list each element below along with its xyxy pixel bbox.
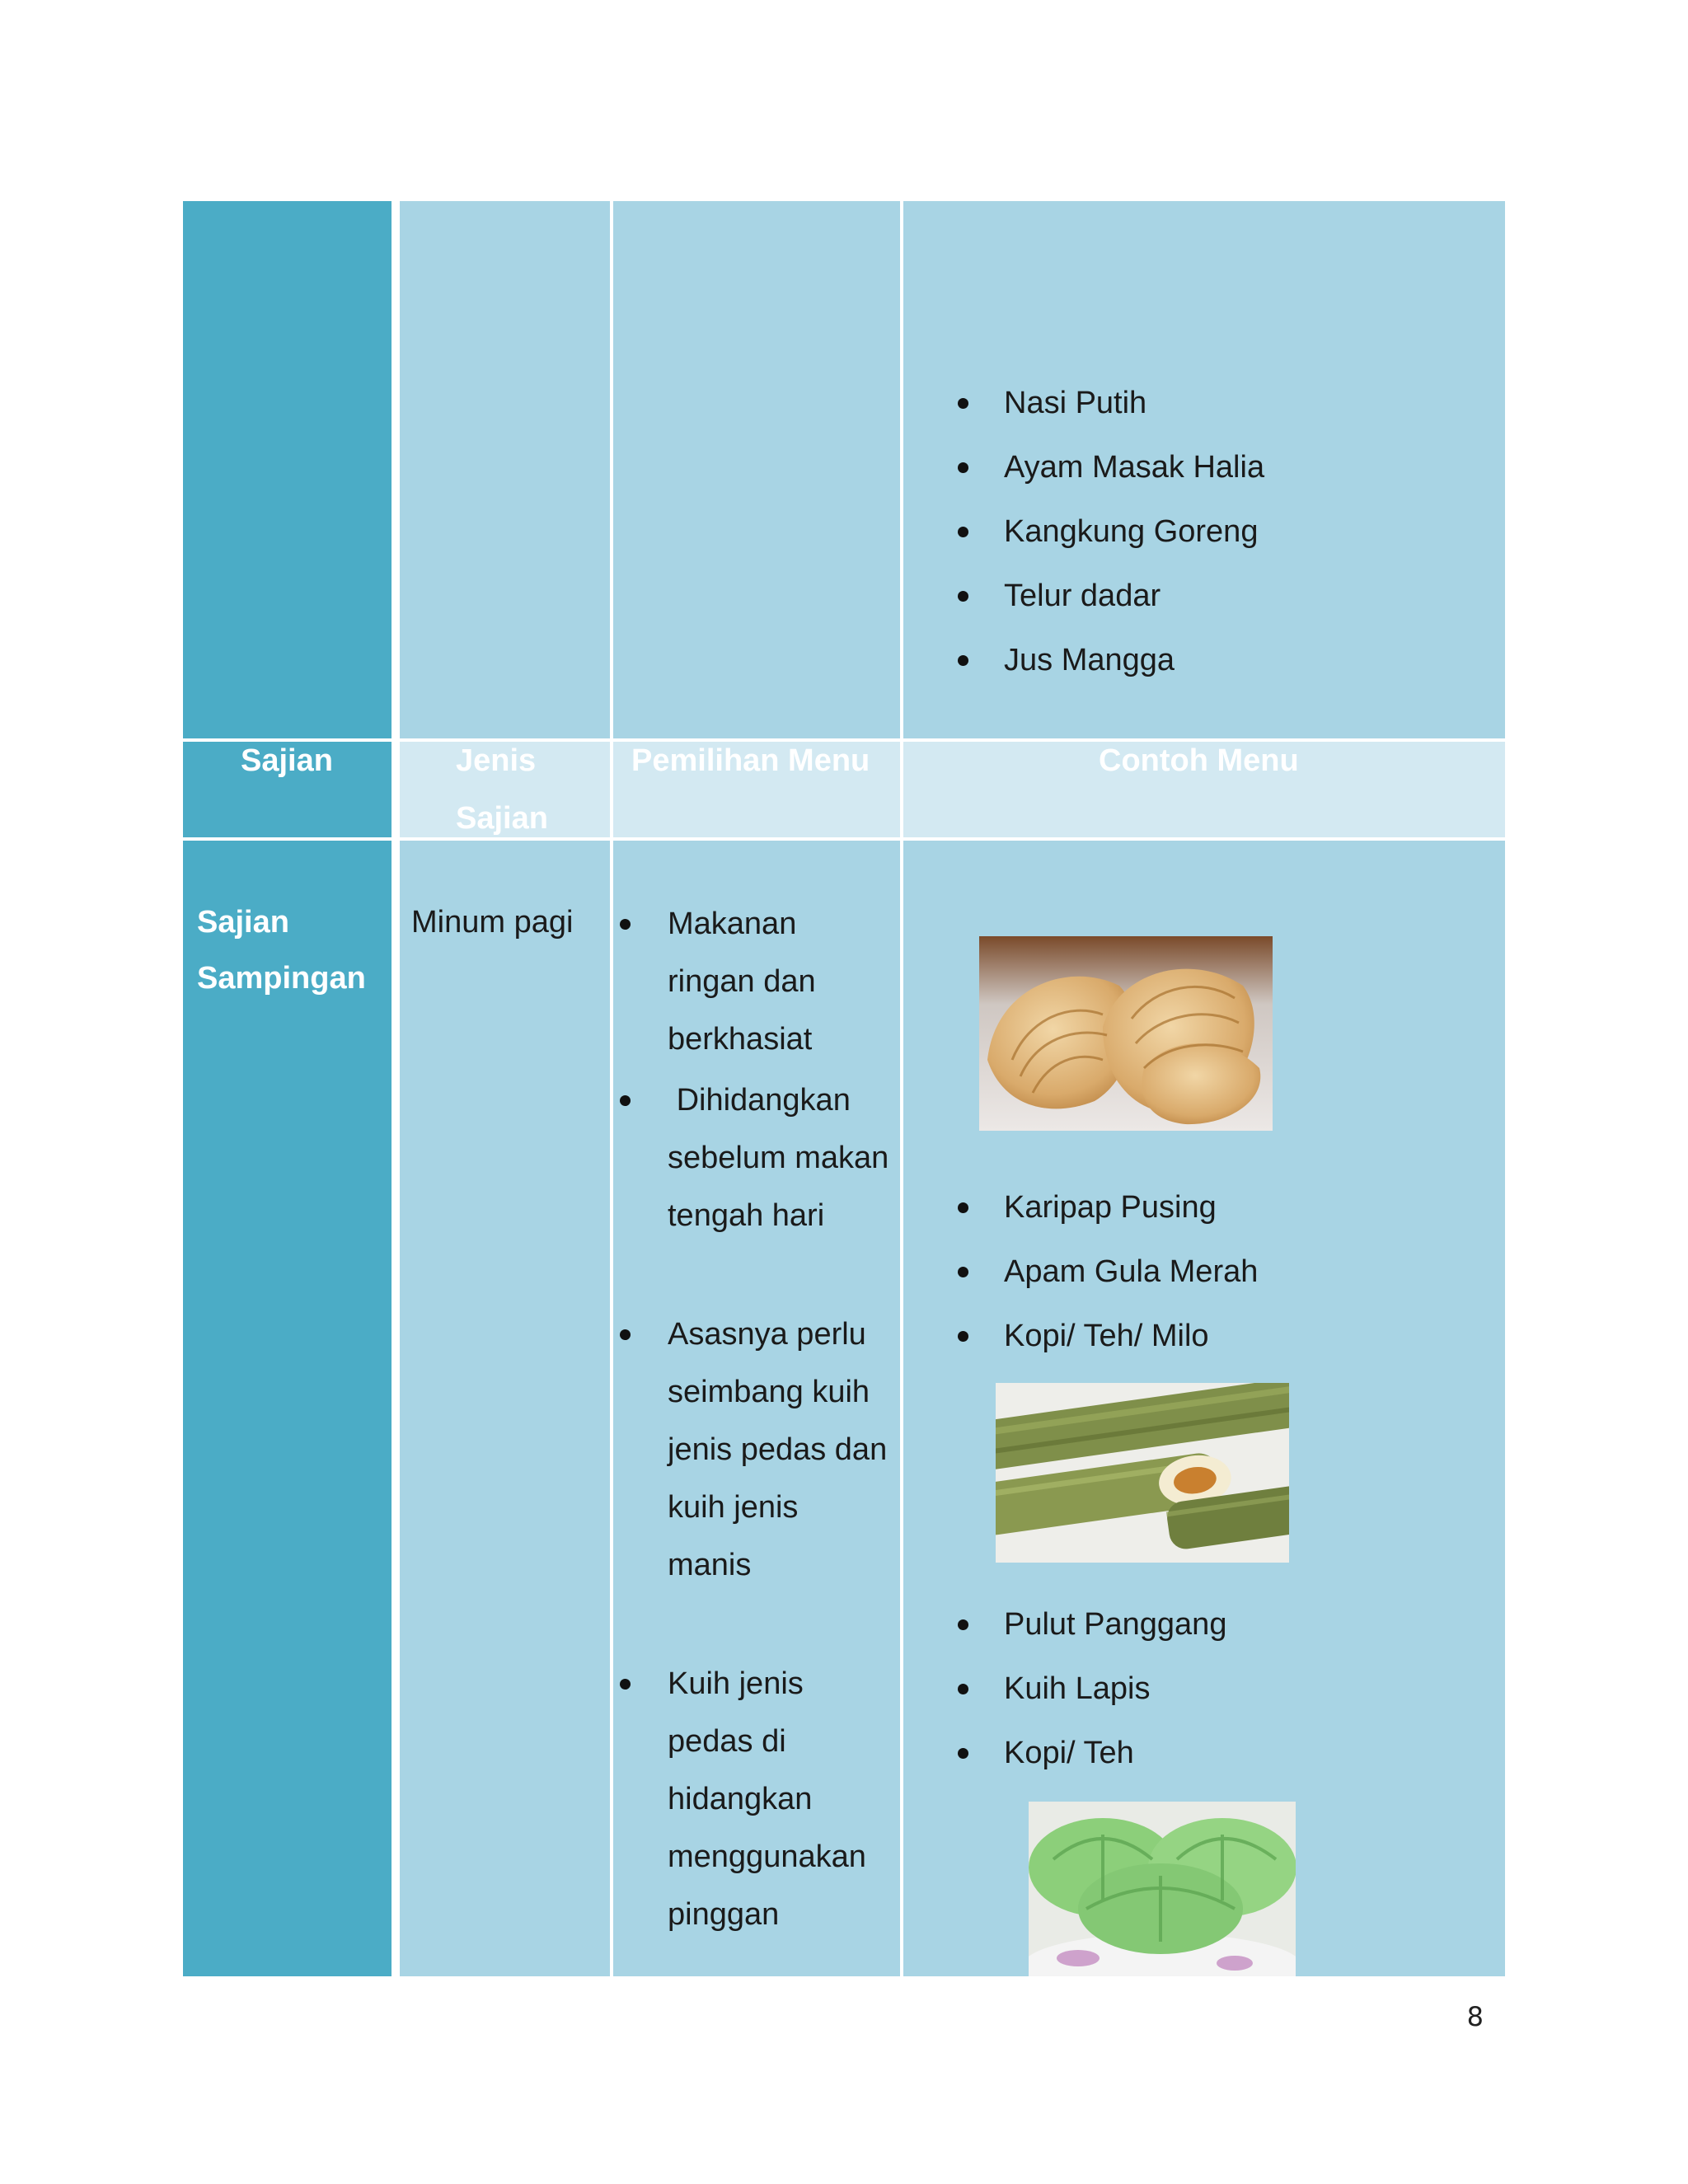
header-cell-pemilihan-menu — [613, 742, 900, 837]
kuih-lapis-photo — [1029, 1802, 1296, 1976]
list-item: Kangkung Goreng — [1004, 499, 1264, 564]
list-item: Pulut Panggang — [1004, 1592, 1226, 1657]
header-sajian: Sajian — [241, 743, 333, 778]
list-item: Kopi/ Teh/ Milo — [1004, 1304, 1258, 1368]
header-cell-contoh-menu — [903, 742, 1505, 837]
selection-list — [668, 895, 898, 1932]
cell-continuation-menu — [903, 201, 1505, 738]
list-item: Ayam Masak Halia — [1004, 435, 1264, 499]
list-item: Karipap Pusing — [1004, 1175, 1258, 1240]
list-item: Apam Gula Merah — [1004, 1240, 1258, 1304]
category-line-1: Sajian — [197, 905, 289, 940]
header-pemilihan-menu: Pemilihan Menu — [631, 743, 870, 778]
list-item: Makanan ringan dan berkhasiat — [668, 895, 890, 1071]
cell-continuation-type — [400, 201, 610, 738]
header-jenis: Jenis — [456, 743, 537, 778]
category-line-2: Sampingan — [197, 961, 366, 996]
pulut-panggang-photo — [996, 1383, 1289, 1563]
list-item: Asasnya perlu seimbang kuih jenis pedas dan kuih jenis manis — [668, 1305, 890, 1655]
list-item: Jus Mangga — [1004, 628, 1264, 692]
list-item: Telur dadar — [1004, 564, 1264, 628]
cell-type — [400, 841, 610, 1976]
cell-selection — [613, 841, 900, 1976]
menu-list-lunch — [1004, 371, 1264, 692]
header-cell-sajian — [183, 742, 392, 837]
header-contoh-menu: Contoh Menu — [1099, 743, 1299, 778]
menu-list-group-1 — [1004, 1175, 1258, 1368]
menu-list-group-2 — [1004, 1592, 1226, 1785]
header-sajian-2: Sajian — [456, 801, 548, 836]
list-item: Nasi Putih — [1004, 371, 1264, 435]
list-item: Kuih jenis pedas di hidangkan menggunakan pinggan — [668, 1655, 890, 1889]
cell-continuation-category — [183, 201, 392, 738]
list-item: Dihidangkan sebelum makan tengah hari — [668, 1071, 890, 1305]
list-item: Kuih Lapis — [1004, 1657, 1226, 1721]
header-cell-jenis-sajian — [400, 742, 610, 837]
cell-continuation-selection — [613, 201, 900, 738]
page-number: 8 — [1466, 2001, 1484, 2032]
cell-category — [183, 841, 392, 1976]
cell-menu-examples — [903, 841, 1505, 1976]
karipap-photo — [979, 936, 1273, 1131]
type-minum-pagi: Minum pagi — [411, 905, 574, 940]
list-item: Kopi/ Teh — [1004, 1721, 1226, 1785]
